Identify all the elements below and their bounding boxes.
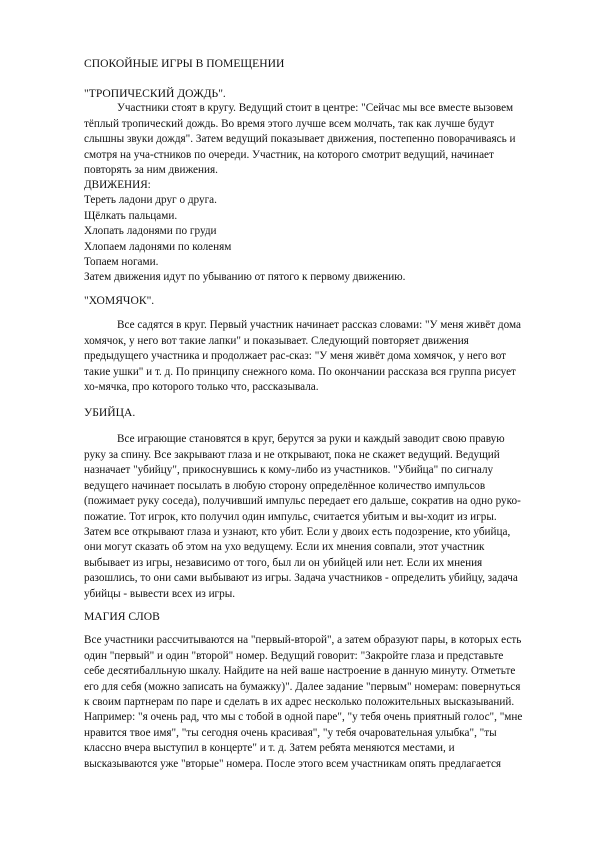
section-heading-hamster: "ХОМЯЧОК".: [84, 294, 155, 307]
paragraph-line: себе десятибалльную шкалу. Найдите на ней ваше настроение в данную минуту. Отметьте: [84, 665, 516, 677]
movements-label: ДВИЖЕНИЯ:: [84, 179, 151, 191]
movement-item: Тереть ладони друг о друга.: [84, 194, 217, 206]
paragraph-line: Участники стоят в кругу. Ведущий стоит в центре: "Сейчас мы все вместе вызовем: [117, 102, 514, 114]
paragraph-line: его для себя (можно записать на бумажку)". Далее задание "первым" номерам: повернуться: [84, 681, 521, 693]
paragraph-line: ведущего начинает посылать в любую сторону определённое количество импульсов: [84, 480, 486, 492]
paragraph-line: смотря на уча-стников по очереди. Участник, на которого смотрит ведущий, начинает: [84, 149, 494, 161]
paragraph-line: хо-мячка, про которого только что, рассказывала.: [84, 381, 319, 393]
paragraph-line: назначает "убийцу", прикоснувшись к кому-либо из участников. "Убийца" по сигналу: [84, 464, 494, 476]
section-heading-magic-of-words: МАГИЯ СЛОВ: [84, 610, 160, 623]
paragraph-line: слышны звуки дождя". Затем ведущий показывает движения, постепенно поворачиваясь и: [84, 133, 516, 145]
paragraph-line: пожатие. Тот игрок, кто получил один импульс, считается убитым и вы-ходит из игры.: [84, 511, 497, 523]
paragraph-line: Все играющие становятся в круг, берутся за руки и каждый заводит свою правую: [117, 433, 505, 445]
paragraph-line: Например: "я очень рад, что мы с тобой в одной паре", "у тебя очень приятный голос", "мне: [84, 711, 523, 723]
paragraph-line: разошлись, то они сами выбывают из игры. Задача участников - определить убийцу, задача: [84, 572, 518, 584]
paragraph-line: убийцы - вывести всех из игры.: [84, 588, 236, 600]
movement-item: Топаем ногами.: [84, 256, 159, 268]
paragraph-line: один "первый" и один "второй" номер. Ведущий говорит: "Закройте глаза и представьте: [84, 650, 504, 662]
movement-item: Хлопаем ладонями по коленям: [84, 241, 232, 253]
paragraph-line: они могут сказать об этом на ухо ведущему. Если их мнения совпали, этот участник: [84, 541, 485, 553]
movement-item: Хлопать ладонями по груди: [84, 225, 217, 237]
movement-item: Щёлкать пальцами.: [84, 210, 178, 222]
paragraph-line: высказываются уже "вторые" номера. После этого всем участникам опять предлагается: [84, 758, 502, 770]
paragraph-line: выбывает из игры, независимо от того, был ли он убийцей или нет. Если их мнения: [84, 557, 483, 569]
paragraph-line: хомячок, у него вот такие лапки" и показывает. Следующий повторяет движения: [84, 335, 469, 347]
paragraph-line: (пожимает руку соседа), получивший импульс передает его дальше, сократив на одно руко-: [84, 495, 521, 507]
paragraph-line: классно вчера выступил в концерте" и т. д. Затем ребята меняются местами, и: [84, 742, 455, 754]
paragraph-line: нравится твое имя", "ты сегодня очень красивая", "у тебя очаровательная улыбка", "ты: [84, 727, 497, 739]
paragraph-line: к своим партнерам по паре и сделать в их адрес несколько положительных высказываний.: [84, 696, 515, 708]
document-title: СПОКОЙНЫЕ ИГРЫ В ПОМЕЩЕНИИ: [84, 57, 285, 70]
section-heading-killer: УБИЙЦА.: [84, 406, 136, 419]
paragraph-line: Затем все открывают глаза и узнают, кто убит. Если у двоих есть подозрение, кто убийца,: [84, 526, 511, 538]
paragraph-line: предыдущего участника и продолжает рас-сказ: "У меня живёт дома хомячок, у него вот: [84, 350, 507, 362]
section-heading-tropical-rain: "ТРОПИЧЕСКИЙ ДОЖДЬ".: [84, 87, 226, 100]
paragraph-line: повторять за ним движения.: [84, 164, 218, 176]
paragraph-line: такие ушки" и т. д. По принципу снежного кома. По окончании рассказа вся группа рисует: [84, 366, 516, 378]
paragraph-line: Затем движения идут по убыванию от пятого к первому движению.: [84, 271, 406, 283]
paragraph-line: Все садятся в круг. Первый участник начинает рассказ словами: "У меня живёт дома: [117, 319, 521, 331]
paragraph-line: Все участники рассчитываются на "первый-второй", а затем образуют пары, в которых есть: [84, 634, 522, 646]
paragraph-line: руку за спину. Все закрывают глаза и не открывают, пока не скажет ведущий. Ведущий: [84, 449, 500, 461]
paragraph-line: тёплый тропический дождь. Во время этого лучше всем молчать, так как лучше будут: [84, 118, 495, 130]
